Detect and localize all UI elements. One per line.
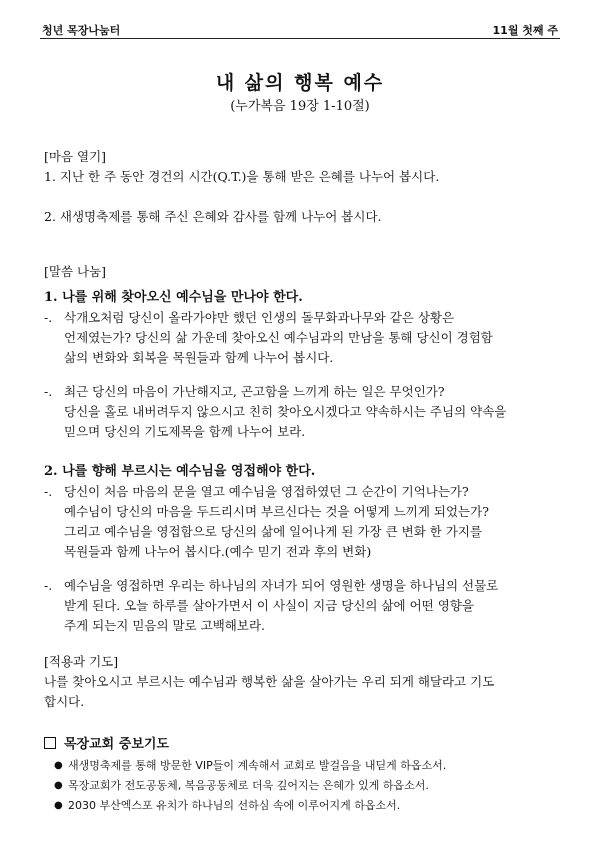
- text-line: 믿으며 당신의 기도제목을 함께 나누어 보라.: [64, 424, 306, 439]
- dash-marker: -.: [44, 578, 53, 593]
- dash-marker: -.: [44, 384, 53, 399]
- point-2-title: 2. 나를 향해 부르시는 예수님을 영접해야 한다.: [44, 464, 316, 479]
- text-line: 받게 된다. 오늘 하루를 살아가면서 이 사실이 지금 당신의 삶에 어떤 영향을: [64, 598, 474, 613]
- page-subtitle: (누가복음 19장 1-10절): [230, 99, 370, 114]
- text-line: 그리고 예수님을 영접함으로 당신의 삶에 일어나게 된 가장 큰 변화 한 가지를: [64, 524, 483, 539]
- apply-pray-line-1: 나를 찾아오시고 부르시는 예수님과 행복한 삶을 살아가는 우리 되게 해달라고 기도: [44, 674, 495, 689]
- list-item-text: 목장교회가 전도공동체, 복음공동체로 더욱 깊어지는 은혜가 있게 하옵소서.: [68, 779, 429, 792]
- list-item-text: 새생명축제를 통해 방문한 VIP들이 계속해서 교회로 발걸음을 내딛게 하옵소서.: [68, 759, 447, 772]
- text-line: 언제였는가? 당신의 삶 가운데 찾아오신 예수님과의 만남을 통해 당신이 경험함: [64, 330, 493, 345]
- checkbox-square-icon: [44, 737, 56, 749]
- apply-pray-line-2: 합시다.: [44, 694, 85, 709]
- list-item: [52, 796, 572, 816]
- text-line: 예수님이 당신의 마음을 두드리시며 부르신다는 것을 어떻게 느끼게 되었는가?: [64, 504, 489, 519]
- text-line: 당신이 처음 마음의 문을 열고 예수님을 영접하였던 그 순간이 기억나는가?: [64, 484, 469, 499]
- header-right: 11월 첫째 주: [492, 24, 558, 37]
- intercession-list: [52, 756, 572, 816]
- list-item: [52, 776, 572, 796]
- open-heart-item-2: 2. 새생명축제를 통해 주신 은혜와 감사를 함께 나누어 봅시다.: [44, 209, 382, 224]
- bullet-icon: ●: [54, 800, 63, 811]
- open-heart-label: [마음 열기]: [44, 149, 107, 164]
- text-line: 최근 당신의 마음이 가난해지고, 곤고함을 느끼게 하는 일은 무엇인가?: [64, 384, 445, 399]
- word-sharing-section: [44, 262, 564, 712]
- open-heart-section: [44, 147, 564, 227]
- bullet-icon: ●: [54, 760, 63, 771]
- header-left: 청년 목장나눔터: [42, 24, 121, 37]
- open-heart-item-1: 1. 지난 한 주 동안 경건의 시간(Q.T.)을 통해 받은 은혜를 나누어 봅시다.: [44, 169, 440, 184]
- point-1-item-1: [44, 308, 564, 368]
- text-line: 삶의 변화와 회복을 목원들과 함께 나누어 봅시다.: [64, 350, 334, 365]
- text-line: 삭개오처럼 당신이 올라가야만 했던 인생의 돌무화과나무와 같은 상황은: [64, 310, 455, 325]
- intercession-title: 목장교회 중보기도: [64, 737, 169, 752]
- point-1-title: 1. 나를 위해 찾아오신 예수님을 만나야 한다.: [44, 290, 303, 305]
- point-1-item-2: [44, 382, 564, 442]
- text-line: 주게 되는지 믿음의 말로 고백해보라.: [64, 618, 265, 633]
- dash-marker: -.: [44, 484, 53, 499]
- text-line: 예수님을 영접하면 우리는 하나님의 자녀가 되어 영원한 생명을 하나님의 선물로: [64, 578, 499, 593]
- list-item-text: 2030 부산엑스포 유치가 하나님의 선하심 속에 이루어지게 하옵소서.: [68, 799, 401, 812]
- intercession-heading: [44, 733, 169, 752]
- dash-marker: -.: [44, 310, 53, 325]
- list-item: [52, 756, 572, 776]
- page-title: 내 삶의 행복 예수: [215, 72, 385, 94]
- page-header: [40, 20, 560, 39]
- apply-pray-label: [적용과 기도]: [44, 654, 119, 669]
- point-2-item-2: [44, 576, 564, 636]
- point-2-item-1: [44, 482, 564, 562]
- bullet-icon: ●: [54, 780, 63, 791]
- word-sharing-label: [말씀 나눔]: [44, 264, 107, 279]
- text-line: 목원들과 함께 나누어 봅시다.(예수 믿기 전과 후의 변화): [64, 544, 372, 559]
- text-line: 당신을 홀로 내버려두지 않으시고 친히 찾아오시겠다고 약속하시는 주님의 약속을: [64, 404, 507, 419]
